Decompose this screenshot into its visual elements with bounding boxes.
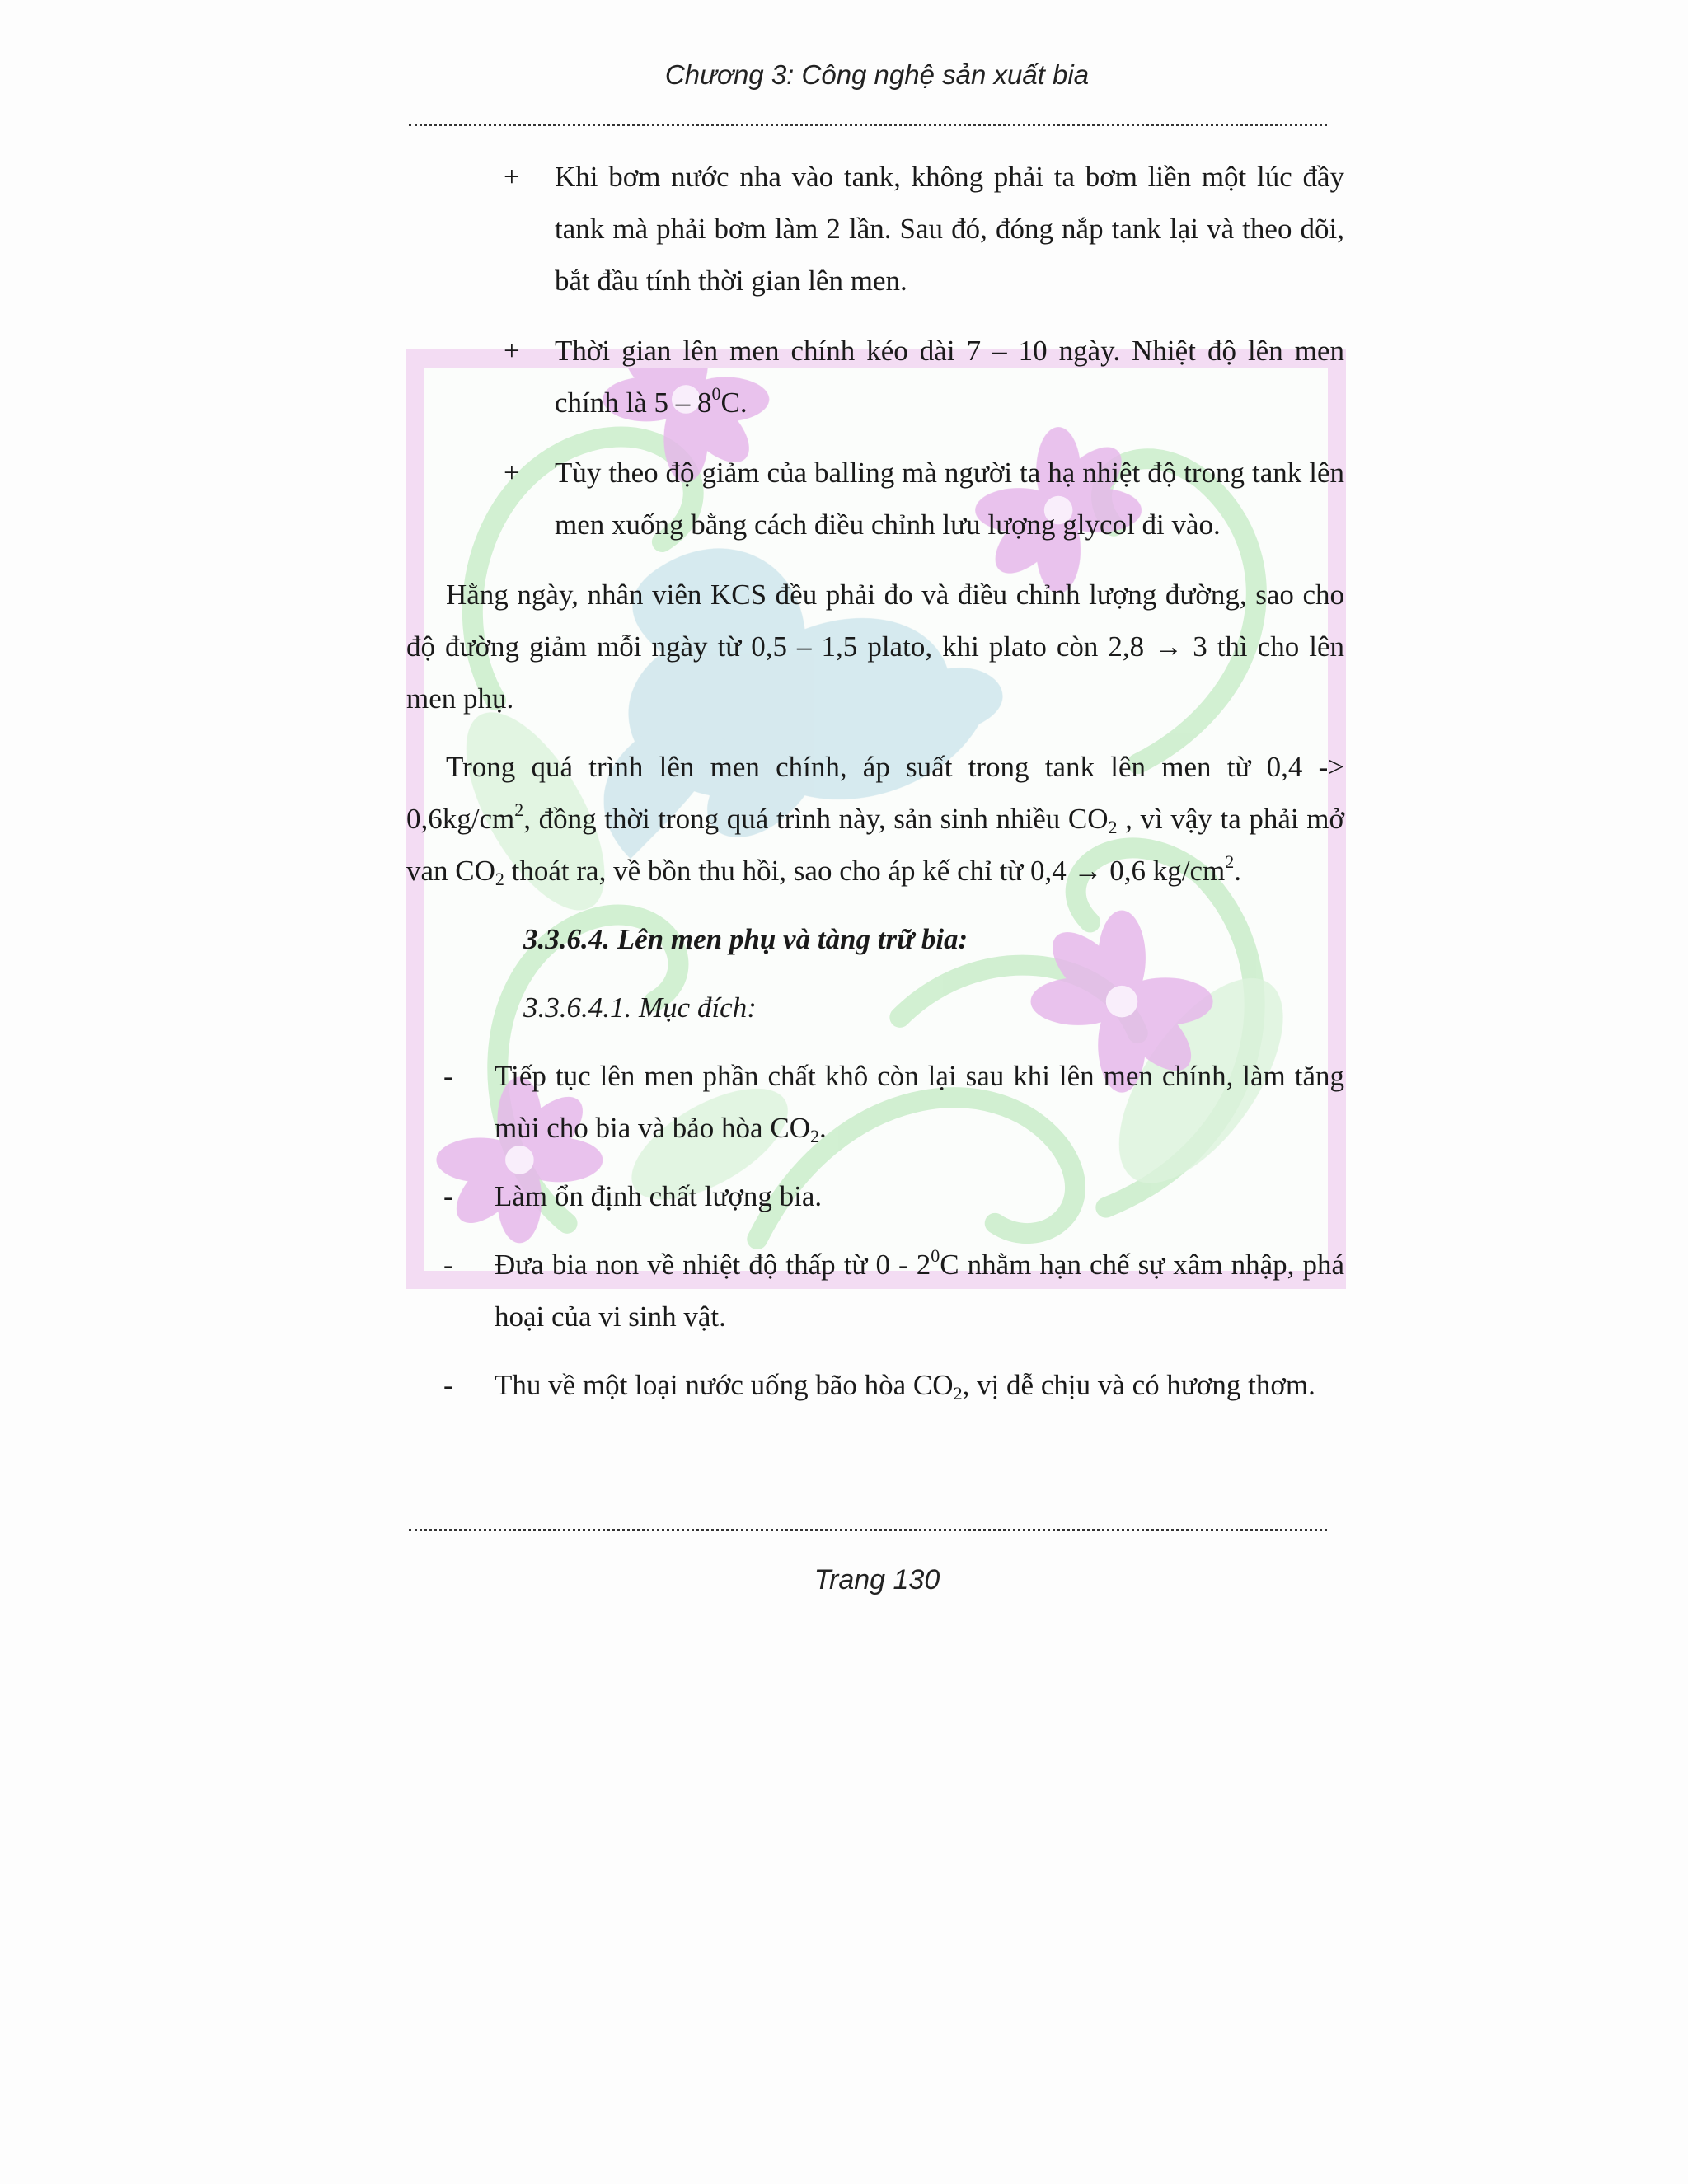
- subscript: 2: [1108, 817, 1118, 837]
- paragraph: [406, 741, 1344, 897]
- list-item-text: Làm ổn định chất lượng bia.: [495, 1180, 823, 1212]
- page-number: Trang 130: [814, 1564, 940, 1596]
- list-item: [406, 447, 1344, 551]
- paragraph-text: Trong quá trình lên men chính, áp suất trong tank lên men từ 0,4 -> 0,6kg/cm: [406, 751, 1344, 835]
- section-heading: 3.3.6.4. Lên men phụ và tàng trữ bia:: [523, 923, 968, 955]
- list-item-text: Thời gian lên men chính kéo dài 7 – 10 ngày. Nhiệt độ lên men chính là 5 – 8: [555, 335, 1344, 419]
- list-item-text: Thu về một loại nước uống bão hòa CO: [495, 1369, 954, 1401]
- list-item-text: Tùy theo độ giảm của balling mà người ta hạ nhiệt độ trong tank lên men xuống bằng cách điều chỉnh lưu lượng glycol đi vào.: [555, 457, 1344, 541]
- superscript: 0: [711, 383, 721, 404]
- paragraph-text: .: [1234, 855, 1242, 887]
- subsection-heading: 3.3.6.4.1. Mục đích:: [523, 991, 757, 1024]
- list-item: [406, 151, 1344, 307]
- paragraph-text: , đồng thời trong quá trình này, sản sinh nhiều CO: [523, 803, 1109, 835]
- list-item-text: C nhằm hạn chế sự xâm nhập, phá hoại của vi sinh vật.: [495, 1249, 1344, 1333]
- list-item: [406, 325, 1344, 429]
- paragraph: Hằng ngày, nhân viên KCS đều phải đo và điều chỉnh lượng đường, sao cho độ đường giảm mỗi ngày từ 0,5 – 1,5 plato, khi plato còn 2,8 → 3 thì cho lên men phụ.: [406, 579, 1344, 715]
- subscript: 2: [953, 1383, 963, 1404]
- dash-bullet: -: [443, 1249, 453, 1281]
- plus-bullet: +: [504, 335, 520, 367]
- subscript: 2: [809, 1126, 819, 1146]
- superscript: 2: [1225, 851, 1235, 872]
- list-item-text: Đưa bia non về nhiệt độ thấp từ 0 - 2: [495, 1249, 931, 1281]
- list-item: [406, 1239, 1344, 1343]
- list-item-text: Khi bơm nước nha vào tank, không phải ta bơm liền một lúc đầy tank mà phải bơm làm 2 lần. Sau đó, đóng nắp tank lại và theo dõi, bắt đầu tính thời gian lên men.: [555, 161, 1344, 297]
- paragraph-text: , vì vậy ta phải mở van CO: [406, 803, 1344, 887]
- list-item-text: Tiếp tục lên men phần chất khô còn lại sau khi lên men chính, làm tăng mùi cho bia và bảo hòa CO: [495, 1060, 1344, 1144]
- dash-bullet: -: [443, 1060, 453, 1092]
- list-item: [406, 1359, 1344, 1411]
- subscript: 2: [495, 869, 504, 889]
- list-item-text: , vị dễ chịu và có hương thơm.: [962, 1369, 1315, 1401]
- plus-bullet: +: [504, 161, 520, 193]
- footer-divider: [409, 1529, 1327, 1531]
- page-header: Chương 3: Công nghệ sản xuất bia: [664, 59, 1090, 90]
- dash-bullet: -: [443, 1369, 453, 1401]
- paragraph-text: thoát ra, về bồn thu hồi, sao cho áp kế chỉ từ 0,4 → 0,6 kg/cm: [504, 855, 1226, 887]
- superscript: 2: [514, 799, 524, 820]
- list-item: [406, 1170, 1344, 1222]
- list-item-text: .: [818, 1112, 827, 1144]
- page-body: [406, 151, 1344, 1427]
- plus-bullet: +: [504, 457, 520, 489]
- list-item: [406, 1050, 1344, 1154]
- dash-bullet: -: [443, 1180, 453, 1212]
- header-divider: [409, 124, 1327, 126]
- superscript: 0: [931, 1245, 940, 1266]
- list-item-text: C.: [720, 387, 748, 419]
